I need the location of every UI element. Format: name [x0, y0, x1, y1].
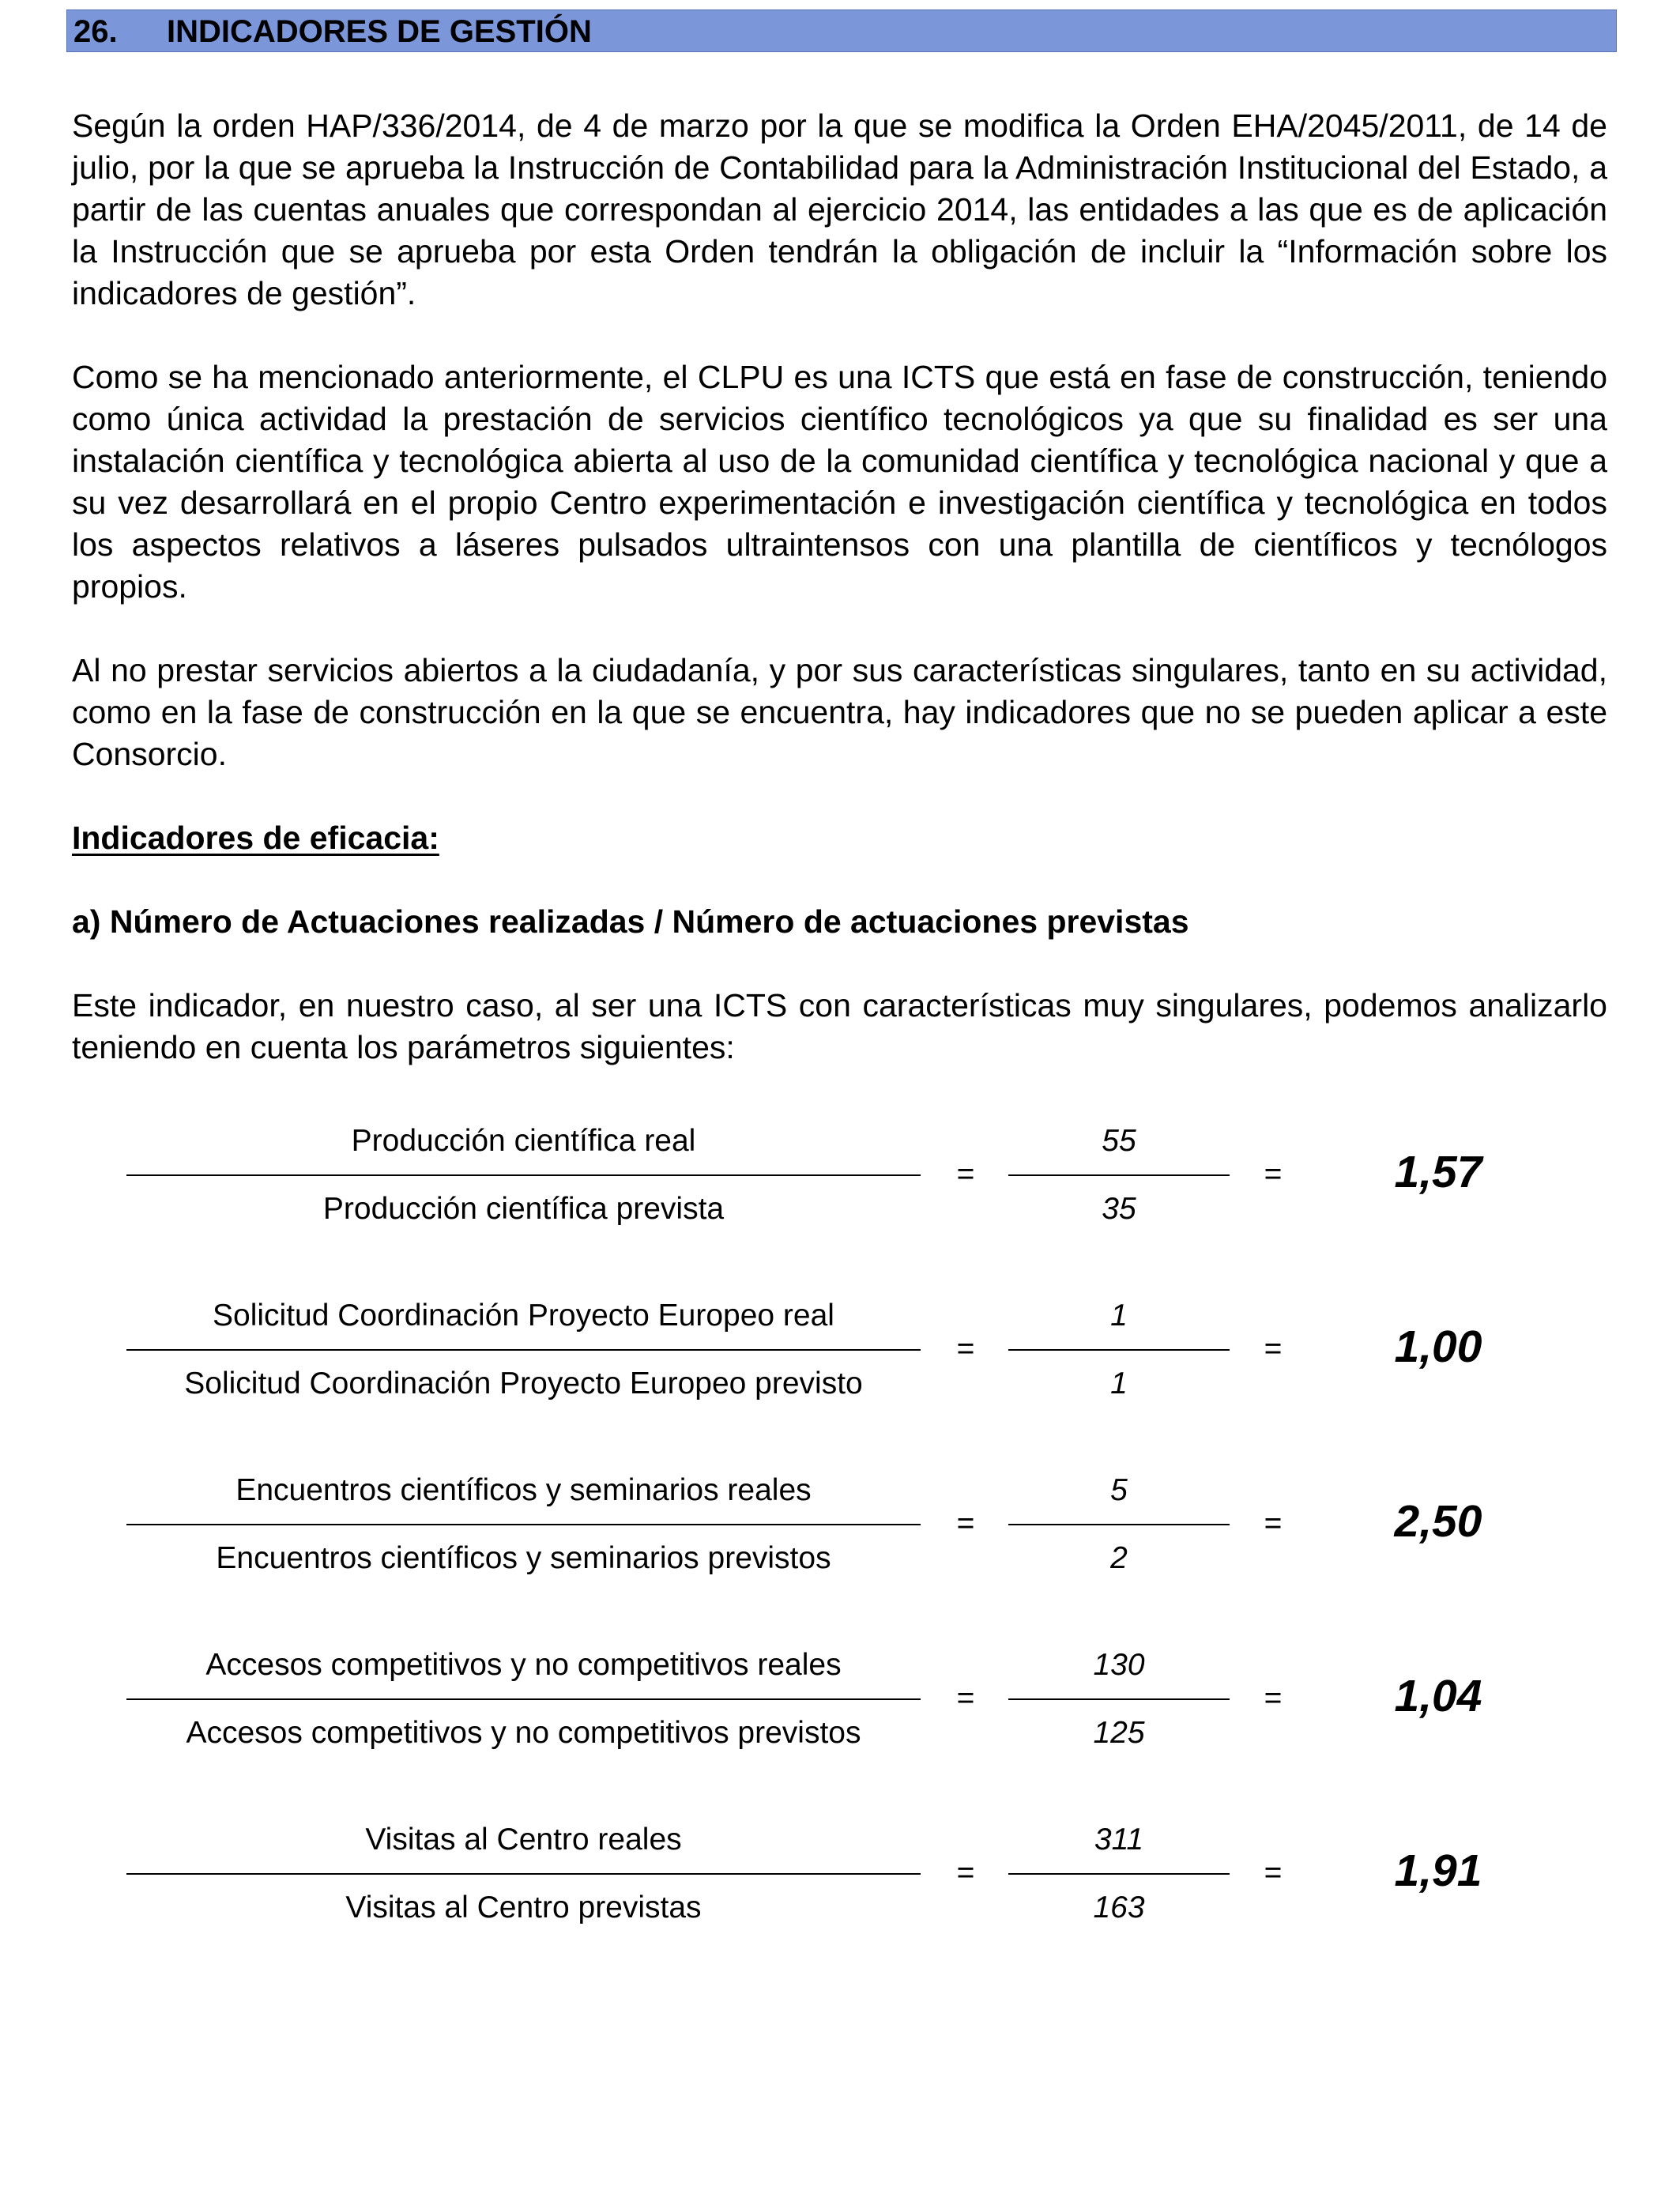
ratio-row	[0, 1646, 1680, 1765]
denominator-label: Encuentros científicos y seminarios previstos	[216, 1541, 831, 1575]
denominator-value: 35	[1102, 1192, 1136, 1226]
efficacy-heading: Indicadores de eficacia:	[72, 820, 439, 856]
fraction-rule	[1008, 1349, 1230, 1351]
numerator-value: 5	[1110, 1473, 1128, 1507]
fraction-rule	[126, 1349, 921, 1351]
ratio-row	[0, 1297, 1680, 1416]
fraction-rule	[126, 1524, 921, 1525]
equals-sign: =	[1264, 1157, 1283, 1191]
ratio-result: 1,57	[1394, 1147, 1482, 1197]
denominator-label: Visitas al Centro previstas	[345, 1891, 702, 1924]
numerator-label: Accesos competitivos y no competitivos reales	[205, 1648, 842, 1682]
denominator-value: 1	[1110, 1367, 1128, 1400]
section-title: INDICADORES DE GESTIÓN	[167, 14, 592, 49]
numerator-value: 130	[1093, 1648, 1145, 1682]
indicator-a-intro: Este indicador, en nuestro caso, al ser una ICTS con características muy singulares, podemos analizarlo teniendo en cuenta los parámetros siguientes:	[72, 987, 1607, 1065]
fraction-rule	[126, 1174, 921, 1176]
paragraph-consorcio: Al no prestar servicios abiertos a la ciudadanía, y por sus características singulares, tanto en su actividad, como en la fase de construcción en la que se encuentra, hay indicadores que no se pueden aplicar a este Consorcio.	[72, 652, 1607, 772]
equals-sign: =	[956, 1506, 975, 1540]
equals-sign: =	[1264, 1506, 1283, 1540]
fraction-rule	[126, 1873, 921, 1875]
ratio-result: 2,50	[1394, 1496, 1482, 1547]
numerator-value: 1	[1110, 1299, 1128, 1333]
numerator-label: Visitas al Centro reales	[365, 1823, 682, 1857]
ratio-row	[0, 1821, 1680, 1940]
fraction-rule	[1008, 1873, 1230, 1875]
fraction-rule	[1008, 1174, 1230, 1176]
equals-sign: =	[956, 1856, 975, 1890]
paragraph-intro: Según la orden HAP/336/2014, de 4 de marzo por la que se modifica la Orden EHA/2045/2011, de 14 de julio, por la que se aprueba la Instrucción de Contabilidad para la Administración Institucional del Estado, a partir de las cuentas anuales que correspondan al ejercicio 2014, las entidades a las que es de aplicación la Instrucción que se aprueba por esta Orden tendrán la obligación de incluir la “Información sobre los indicadores de gestión”.	[72, 107, 1607, 311]
equals-sign: =	[956, 1332, 975, 1366]
equals-sign: =	[956, 1157, 975, 1191]
equals-sign: =	[1264, 1681, 1283, 1715]
equals-sign: =	[956, 1681, 975, 1715]
section-header	[66, 9, 1617, 52]
numerator-label: Solicitud Coordinación Proyecto Europeo real	[213, 1299, 834, 1333]
numerator-value: 311	[1094, 1823, 1144, 1857]
ratio-result: 1,91	[1394, 1845, 1482, 1896]
numerator-value: 55	[1102, 1124, 1136, 1158]
denominator-label: Accesos competitivos y no competitivos previstos	[186, 1716, 861, 1750]
indicator-a-heading: a) Número de Actuaciones realizadas / Número de actuaciones previstas	[72, 903, 1189, 940]
ratio-row	[0, 1472, 1680, 1590]
fraction-rule	[1008, 1524, 1230, 1525]
fraction-rule	[126, 1698, 921, 1700]
denominator-value: 163	[1093, 1891, 1145, 1924]
denominator-value: 2	[1110, 1541, 1128, 1575]
denominator-value: 125	[1093, 1716, 1145, 1750]
section-number: 26.	[73, 14, 118, 49]
ratio-result: 1,04	[1394, 1671, 1482, 1721]
ratio-row	[0, 1122, 1680, 1241]
numerator-label: Producción científica real	[351, 1124, 696, 1158]
ratio-result: 1,00	[1394, 1321, 1482, 1372]
denominator-label: Producción científica prevista	[322, 1192, 725, 1226]
paragraph-clpu: Como se ha mencionado anteriormente, el CLPU es una ICTS que está en fase de construcción, teniendo como única actividad la prestación de servicios científico tecnológicos ya que su finalidad es ser una instalación científica y tecnológica abierta al uso de la comunidad científica y tecnológica nacional y que a su vez desarrollará en el propio Centro experimentación e investigación científica y tecnológica en todos los aspectos relativos a láseres pulsados ultraintensos con una plantilla de científicos y tecnólogos propios.	[72, 359, 1607, 605]
equals-sign: =	[1264, 1332, 1283, 1366]
numerator-label: Encuentros científicos y seminarios reales	[235, 1473, 812, 1507]
fraction-rule	[1008, 1698, 1230, 1700]
denominator-label: Solicitud Coordinación Proyecto Europeo previsto	[184, 1367, 863, 1400]
equals-sign: =	[1264, 1856, 1283, 1890]
